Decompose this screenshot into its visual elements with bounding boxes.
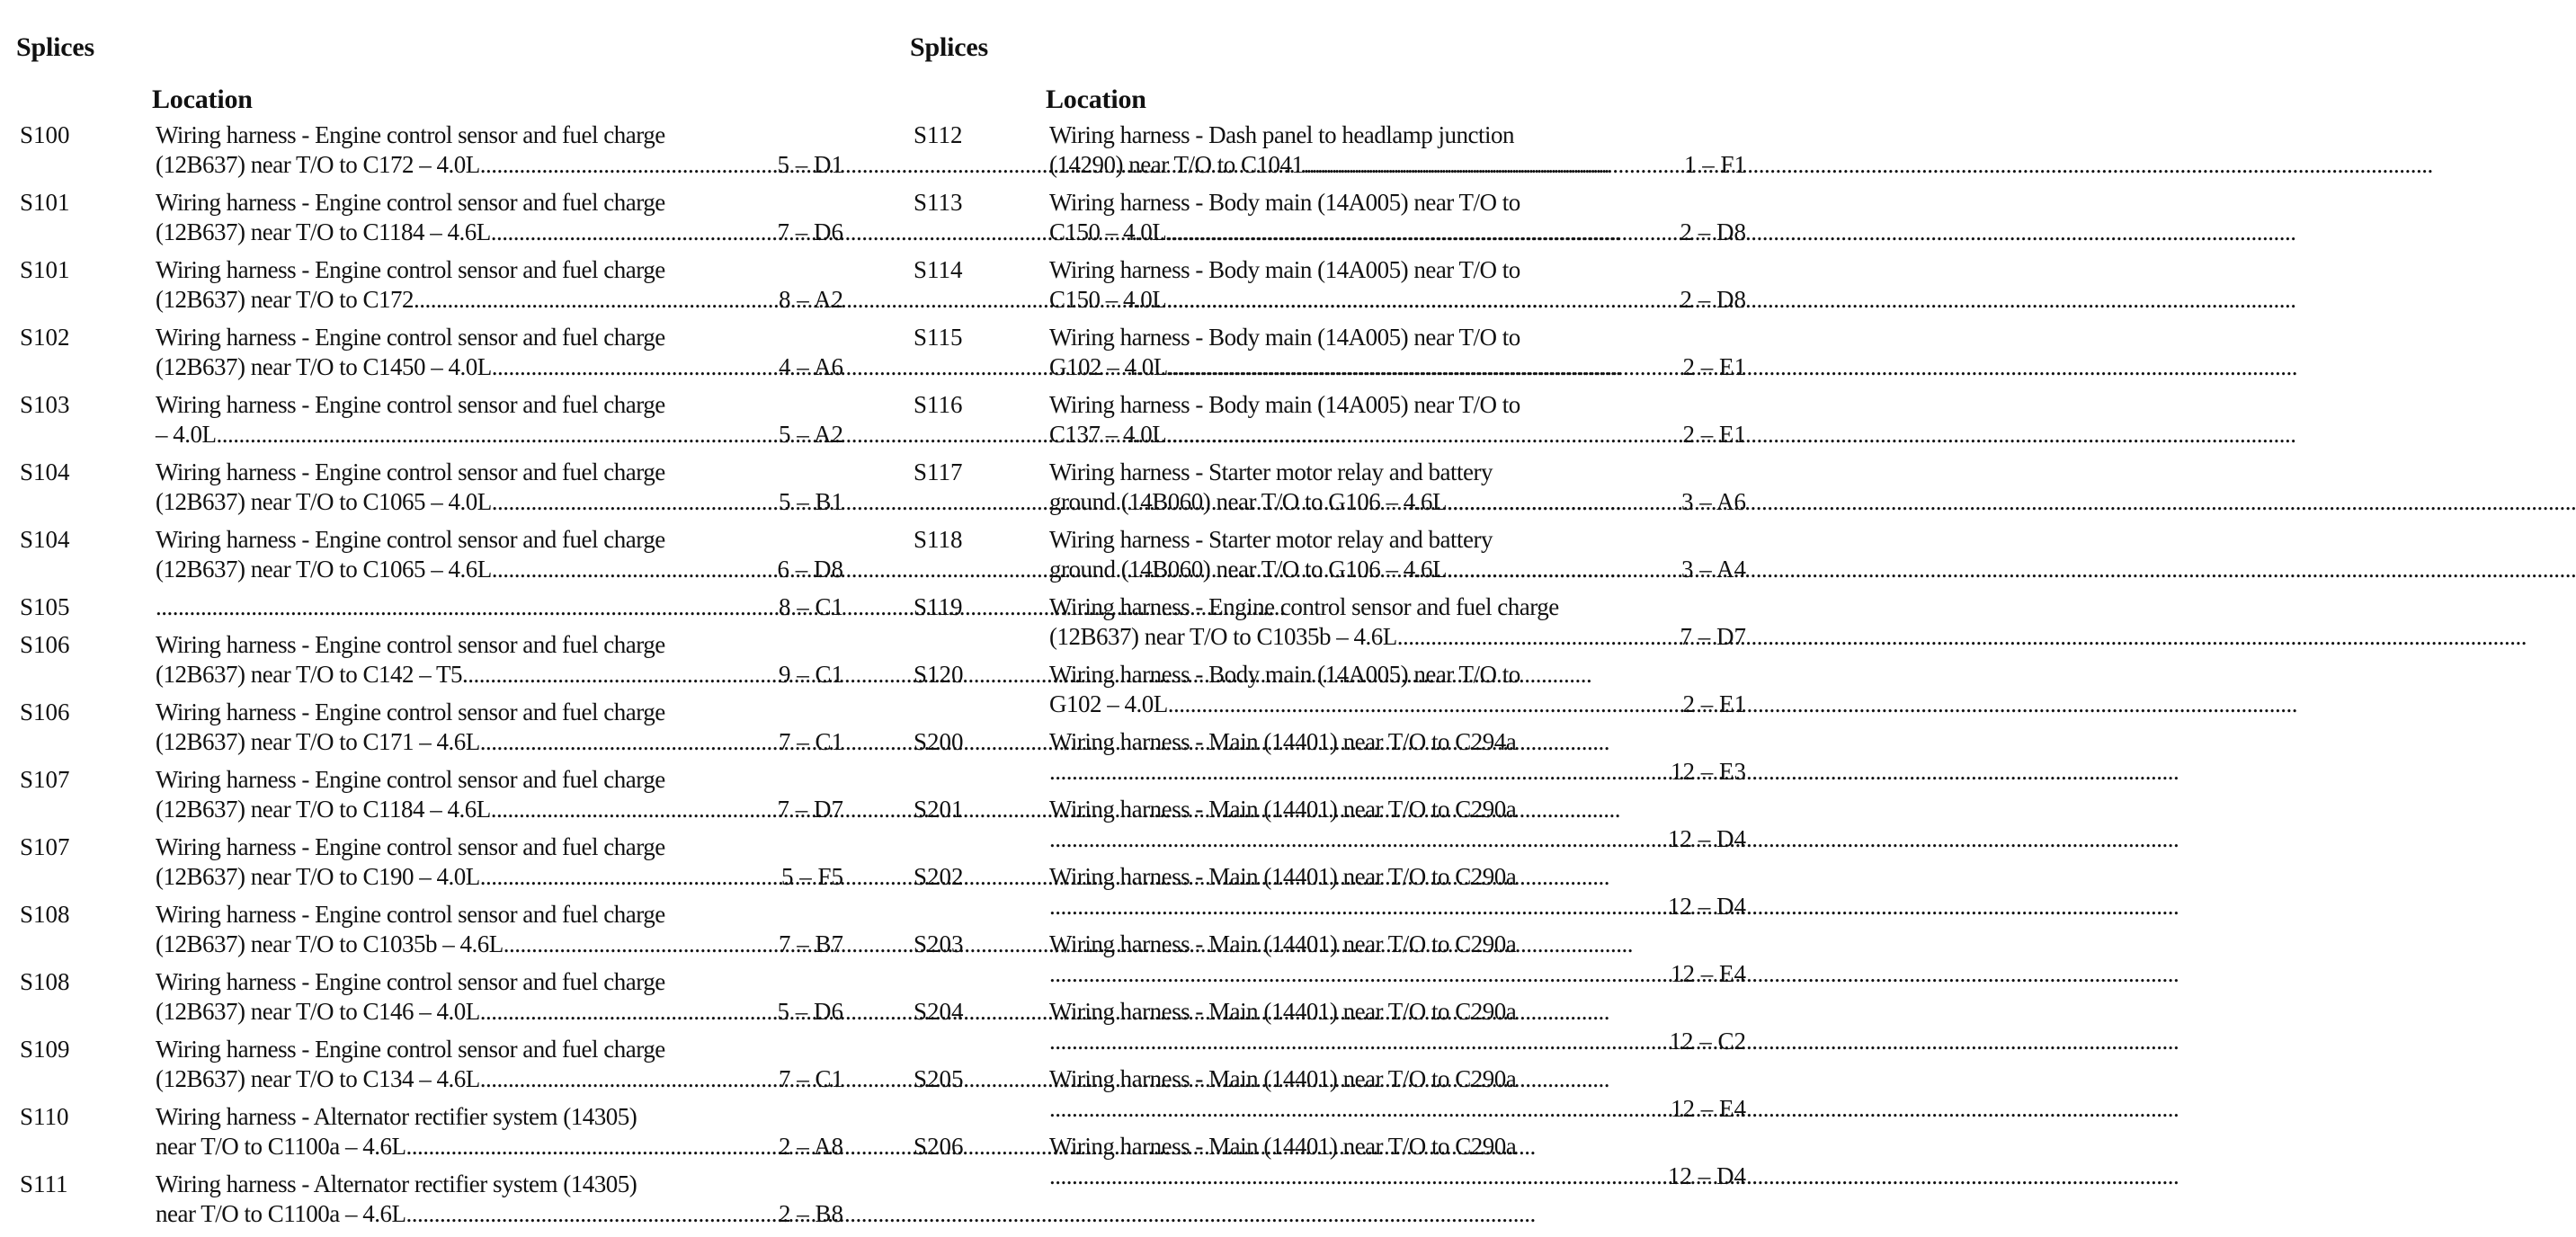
grid-reference: 5 – B1 [778, 488, 843, 515]
grid-reference: 7 – B7 [778, 930, 843, 957]
location-line-1: Wiring harness - Main (14401) near T/O to C290a [1049, 1133, 1517, 1160]
section-title: Splices [910, 32, 988, 62]
splice-location [1049, 930, 1580, 989]
splice-entry [16, 255, 861, 323]
splice-id: S204 [914, 998, 964, 1025]
location-line-2: ground (14B060) near T/O to G106 – 4.6L [1049, 488, 1447, 515]
splice-location [156, 900, 686, 959]
grid-reference: 12 – C2 [1669, 1028, 1746, 1055]
location-line-1: Wiring harness - Main (14401) near T/O to C290a [1049, 863, 1517, 890]
splice-location [1049, 525, 1580, 584]
dot-leader [1049, 1027, 2179, 1056]
location-line-1: Wiring harness - Engine control sensor and fuel charge [156, 526, 665, 553]
splice-id: S104 [20, 526, 70, 553]
splice-location [156, 1102, 686, 1161]
splice-entry [910, 525, 1755, 592]
splice-id: S101 [20, 189, 70, 216]
location-line-1: Wiring harness - Engine control sensor and fuel charge [156, 121, 665, 148]
location-line-2: G102 – 4.0L [1049, 353, 1168, 380]
location-line-1: Wiring harness - Engine control sensor and fuel charge [156, 901, 665, 928]
grid-reference: 7 – D7 [777, 796, 843, 823]
location-line-2: (12B637) near T/O to C190 – 4.0L [156, 863, 480, 890]
location-line-1: Wiring harness - Dash panel to headlamp junction [1049, 121, 1515, 148]
grid-reference: 2 – E1 [1682, 353, 1746, 380]
splice-location [1049, 660, 1580, 719]
splice-entry [16, 698, 861, 765]
location-line-2: G102 – 4.0L [1049, 690, 1168, 717]
grid-reference: 5 – D6 [777, 998, 843, 1025]
splice-location [1049, 1064, 1580, 1124]
splice-id: S201 [914, 796, 964, 823]
splice-entry [910, 1132, 1755, 1199]
splice-location [1049, 795, 1580, 854]
location-line-2: ground (14B060) near T/O to G106 – 4.6L [1049, 556, 1447, 583]
left-column [16, 0, 861, 1237]
splice-entry [16, 967, 861, 1035]
splice-id: S106 [20, 631, 70, 658]
grid-reference: 7 – C1 [778, 728, 843, 755]
location-line-1: Wiring harness - Engine control sensor and fuel charge [156, 189, 665, 216]
splice-entry [16, 323, 861, 390]
splice-location [156, 188, 686, 247]
splice-location [1049, 727, 1580, 787]
splice-entry [16, 458, 861, 525]
grid-reference: 5 – F5 [780, 863, 843, 890]
location-line-1: Wiring harness - Main (14401) near T/O to C290a [1049, 998, 1517, 1025]
location-line-1: Wiring harness - Starter motor relay and battery [1049, 526, 1493, 553]
location-line-1: Wiring harness - Main (14401) near T/O to C290a [1049, 796, 1517, 823]
grid-reference: 8 – C1 [778, 593, 843, 620]
splice-entry [910, 592, 1755, 660]
splice-location [1049, 255, 1580, 315]
grid-reference: 12 – D4 [1668, 825, 1746, 852]
grid-reference: 5 – A2 [778, 421, 843, 448]
location-line-2: (12B637) near T/O to C142 – T5 [156, 661, 462, 688]
grid-reference: 12 – D4 [1668, 1162, 1746, 1189]
splice-id: S102 [20, 324, 70, 351]
splice-id: S120 [914, 661, 964, 688]
splice-id: S107 [20, 766, 70, 793]
splice-location [156, 967, 686, 1027]
splice-location [156, 458, 686, 517]
splice-id: S206 [914, 1133, 964, 1160]
splice-id: S104 [20, 458, 70, 485]
grid-reference: 12 – E3 [1671, 758, 1746, 785]
splice-id: S107 [20, 833, 70, 860]
location-line-1: Wiring harness - Main (14401) near T/O to C290a [1049, 930, 1517, 957]
dot-leader [1049, 892, 2179, 921]
splice-entry [16, 188, 861, 255]
location-line-1: Wiring harness - Engine control sensor and fuel charge [156, 1036, 665, 1063]
splice-entry [910, 390, 1755, 458]
splice-location [156, 255, 686, 315]
location-line-2: – 4.0L [156, 421, 217, 448]
splice-id: S117 [914, 458, 963, 485]
splice-id: S202 [914, 863, 964, 890]
splice-entry [910, 120, 1755, 188]
dot-leader [1049, 757, 2179, 787]
location-line-2: C150 – 4.0L [1049, 218, 1167, 245]
grid-reference: 2 – A8 [778, 1133, 843, 1160]
location-header: Location [1046, 85, 1146, 114]
splice-id: S109 [20, 1036, 70, 1063]
location-line-2: near T/O to C1100a – 4.6L [156, 1200, 406, 1227]
location-line-1: Wiring harness - Body main (14A005) near T/O to [1049, 189, 1520, 216]
splice-id: S119 [914, 593, 963, 620]
splice-location [1049, 997, 1580, 1056]
dot-leader [1447, 555, 2576, 584]
splice-entry [910, 930, 1755, 997]
splice-location [156, 765, 686, 824]
splice-location [1049, 592, 1580, 652]
splice-entry [910, 188, 1755, 255]
location-line-1: Wiring harness - Engine control sensor and fuel charge [156, 699, 665, 725]
grid-reference: 2 – E1 [1682, 690, 1746, 717]
grid-reference: 7 – D6 [777, 218, 843, 245]
splice-id: S100 [20, 121, 70, 148]
grid-reference: 2 – D8 [1680, 286, 1746, 313]
splice-location [1049, 390, 1580, 449]
location-line-1: Wiring harness - Engine control sensor and fuel charge [156, 766, 665, 793]
grid-reference: 4 – A6 [778, 353, 843, 380]
location-line-2: (12B637) near T/O to C172 – 4.0L [156, 151, 480, 178]
location-line-1: Wiring harness - Body main (14A005) near T/O to [1049, 324, 1520, 351]
splice-id: S118 [914, 526, 963, 553]
splice-id: S105 [20, 593, 70, 620]
splice-location [1049, 862, 1580, 921]
splice-id: S106 [20, 699, 70, 725]
splice-location [1049, 120, 1580, 180]
location-line-1: Wiring harness - Starter motor relay and battery [1049, 458, 1493, 485]
splice-id: S115 [914, 324, 963, 351]
grid-reference: 12 – E4 [1671, 960, 1746, 987]
location-line-2: (12B637) near T/O to C134 – 4.6L [156, 1065, 480, 1092]
splice-id: S101 [20, 256, 70, 283]
splice-location [156, 1035, 686, 1094]
splice-entry [16, 120, 861, 188]
location-line-1: Wiring harness - Engine control sensor and fuel charge [156, 324, 665, 351]
splice-entry [16, 1035, 861, 1102]
splice-entry [910, 997, 1755, 1064]
dot-leader [1049, 959, 2179, 989]
splice-id: S113 [914, 189, 963, 216]
splice-entry [16, 900, 861, 967]
grid-reference: 6 – D8 [777, 556, 843, 583]
location-line-1: Wiring harness - Engine control sensor and fuel charge [156, 631, 665, 658]
splice-location [156, 525, 686, 584]
location-line-2: (12B637) near T/O to C1035b – 4.6L [156, 930, 504, 957]
splice-location [156, 120, 686, 180]
location-line-2: (12B637) near T/O to C1184 – 4.6L [156, 218, 491, 245]
location-line-2: (12B637) near T/O to C1065 – 4.0L [156, 488, 492, 515]
splice-entry [910, 727, 1755, 795]
dot-leader [1049, 1094, 2179, 1124]
grid-reference: 9 – C1 [778, 661, 843, 688]
splice-entry [910, 323, 1755, 390]
location-line-2: (12B637) near T/O to C172 [156, 286, 414, 313]
dot-leader [1447, 487, 2576, 517]
splice-location [1049, 323, 1580, 382]
dot-leader [1049, 824, 2179, 854]
section-title: Splices [16, 32, 94, 62]
splice-list [910, 120, 1755, 1199]
splice-entry [910, 862, 1755, 930]
splice-list [16, 120, 861, 1237]
location-header: Location [152, 85, 253, 114]
location-line-2: (14290) near T/O to C1041 [1049, 151, 1304, 178]
location-line-2: near T/O to C1100a – 4.6L [156, 1133, 406, 1160]
grid-reference: 1 – F1 [1683, 151, 1746, 178]
splice-id: S114 [914, 256, 963, 283]
location-line-1: Wiring harness - Body main (14A005) near T/O to [1049, 661, 1520, 688]
location-line-2: (12B637) near T/O to C146 – 4.0L [156, 998, 480, 1025]
location-line-1: Wiring harness - Engine control sensor and fuel charge [1049, 593, 1559, 620]
location-line-1: Wiring harness - Alternator rectifier system (14305) [156, 1170, 637, 1197]
location-line-2: (12B637) near T/O to C171 – 4.6L [156, 728, 480, 755]
location-line-2: C150 – 4.0L [1049, 286, 1167, 313]
grid-reference: 3 – A4 [1680, 556, 1746, 583]
splice-entry [16, 1170, 861, 1237]
dot-leader [1049, 1161, 2179, 1191]
grid-reference: 2 – E1 [1682, 421, 1746, 448]
splice-entry [16, 390, 861, 458]
splice-entry [910, 660, 1755, 727]
location-line-2: (12B637) near T/O to C1450 – 4.0L [156, 353, 492, 380]
location-line-1: Wiring harness - Engine control sensor and fuel charge [156, 256, 665, 283]
location-line-1: Wiring harness - Engine control sensor and fuel charge [156, 833, 665, 860]
grid-reference: 7 – D7 [1680, 623, 1746, 650]
splice-id: S110 [20, 1103, 69, 1130]
splice-entry [910, 458, 1755, 525]
splice-location [156, 630, 686, 690]
location-line-2: (12B637) near T/O to C1184 – 4.6L [156, 796, 491, 823]
splice-id: S203 [914, 930, 964, 957]
location-line-1: Wiring harness - Main (14401) near T/O to C294a [1049, 728, 1517, 755]
splice-id: S108 [20, 901, 70, 928]
splice-entry [16, 630, 861, 698]
splice-id: S205 [914, 1065, 964, 1092]
location-line-1: Wiring harness - Body main (14A005) near T/O to [1049, 256, 1520, 283]
location-line-1: Wiring harness - Main (14401) near T/O to C290a [1049, 1065, 1517, 1092]
grid-reference: 12 – E4 [1671, 1095, 1746, 1122]
splice-entry [16, 1102, 861, 1170]
splice-entry [16, 832, 861, 900]
splice-id: S103 [20, 391, 70, 418]
grid-reference: 2 – D8 [1680, 218, 1746, 245]
splice-location [156, 323, 686, 382]
location-line-2: C137 – 4.0L [1049, 421, 1167, 448]
location-line-1: Wiring harness - Engine control sensor and fuel charge [156, 391, 665, 418]
splice-entry [16, 765, 861, 832]
splice-location [156, 698, 686, 757]
dot-leader [1397, 622, 2527, 652]
splice-location [156, 390, 686, 449]
location-line-1: Wiring harness - Alternator rectifier system (14305) [156, 1103, 637, 1130]
dot-leader [1303, 150, 2432, 180]
location-line-1: Wiring harness - Engine control sensor and fuel charge [156, 458, 665, 485]
splice-location [1049, 188, 1580, 247]
splice-entry [16, 592, 861, 630]
location-line-1: Wiring harness - Body main (14A005) near T/O to [1049, 391, 1520, 418]
grid-reference: 8 – A2 [778, 286, 843, 313]
grid-reference: 7 – C1 [778, 1065, 843, 1092]
splice-id: S108 [20, 968, 70, 995]
grid-reference: 2 – B8 [778, 1200, 843, 1227]
splice-entry [910, 255, 1755, 323]
splice-location [156, 1170, 686, 1229]
location-line-1: Wiring harness - Engine control sensor and fuel charge [156, 968, 665, 995]
right-column [910, 0, 1755, 1237]
splice-id: S200 [914, 728, 964, 755]
splice-entry [16, 525, 861, 592]
splice-entry [910, 1064, 1755, 1132]
splice-location [1049, 1132, 1580, 1191]
splice-id: S116 [914, 391, 963, 418]
grid-reference: 5 – D1 [777, 151, 843, 178]
splice-id: S111 [20, 1170, 68, 1197]
grid-reference: 12 – D4 [1668, 893, 1746, 920]
grid-reference: 3 – A6 [1680, 488, 1746, 515]
location-line-2: (12B637) near T/O to C1065 – 4.6L [156, 556, 492, 583]
splice-location [1049, 458, 1580, 517]
splice-location [156, 592, 686, 622]
splice-entry [910, 795, 1755, 862]
splice-id: S112 [914, 121, 963, 148]
location-line-2: (12B637) near T/O to C1035b – 4.6L [1049, 623, 1397, 650]
splice-location [156, 832, 686, 892]
